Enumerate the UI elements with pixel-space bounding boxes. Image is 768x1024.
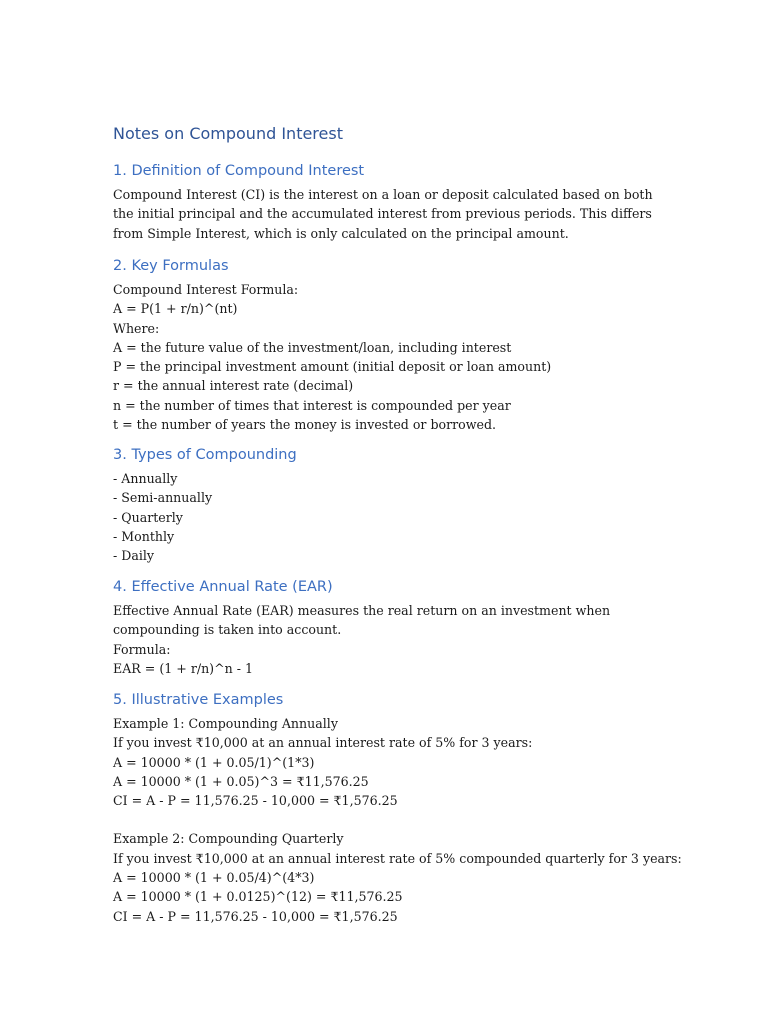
list-item: - Daily <box>113 548 155 564</box>
section-definition <box>113 162 673 243</box>
section-types-of-compounding <box>113 446 673 565</box>
formula-line: r = the annual interest rate (decimal) <box>113 378 354 394</box>
example-line: Example 2: Compounding Quarterly <box>113 831 344 847</box>
formula-line: Where: <box>113 320 160 336</box>
formula-line: EAR = (1 + r/n)^n - 1 <box>113 660 254 676</box>
section-illustrative-examples <box>113 691 682 926</box>
example-line: A = 10000 * (1 + 0.05/1)^(1*3) <box>113 754 315 770</box>
section-heading: 2. Key Formulas <box>113 258 229 274</box>
example-line: Example 1: Compounding Annually <box>113 716 338 731</box>
list-item: - Annually <box>113 471 178 486</box>
section-paragraph: Effective Annual Rate (EAR) measures the real return on an investment when compounding is taken into account. <box>113 603 611 638</box>
document-title: Notes on Compound Interest <box>113 124 343 143</box>
section-paragraph: Compound Interest (CI) is the interest on a loan or deposit calculated based on both the initial principal and the accumulated interest from previous periods. This differs from Simple Interest, which is only calculated on the principal amount. <box>113 187 653 241</box>
formula-line: A = the future value of the investment/loan, including interest <box>113 339 512 355</box>
spacer <box>113 810 673 829</box>
section-heading: 5. Illustrative Examples <box>113 692 284 708</box>
example-line: A = 10000 * (1 + 0.0125)^(12) = ₹11,576.25 <box>113 889 403 905</box>
formula-line: Formula: <box>113 641 171 657</box>
list-item: - Monthly <box>113 528 175 544</box>
section-key-formulas <box>113 257 673 434</box>
formula-line: P = the principal investment amount (initial deposit or loan amount) <box>113 359 552 375</box>
example-line: CI = A - P = 11,576.25 - 10,000 = ₹1,576.25 <box>113 793 398 809</box>
example-line: If you invest ₹10,000 at an annual interest rate of 5% for 3 years: <box>113 735 533 751</box>
example-line: A = 10000 * (1 + 0.05/4)^(4*3) <box>113 870 315 886</box>
formula-line: t = the number of years the money is invested or borrowed. <box>113 417 497 433</box>
example-line: A = 10000 * (1 + 0.05)^3 = ₹11,576.25 <box>113 773 369 789</box>
formula-line: n = the number of times that interest is compounded per year <box>113 397 511 413</box>
section-heading: 1. Definition of Compound Interest <box>113 163 365 179</box>
formula-line: Compound Interest Formula: <box>113 282 299 297</box>
list-item: - Semi-annually <box>113 490 213 506</box>
example-line: If you invest ₹10,000 at an annual interest rate of 5% compounded quarterly for 3 years: <box>113 850 682 866</box>
formula-line: A = P(1 + r/n)^(nt) <box>113 301 238 317</box>
example-line: CI = A - P = 11,576.25 - 10,000 = ₹1,576.25 <box>113 908 398 924</box>
example-1 <box>113 714 673 810</box>
section-heading: 3. Types of Compounding <box>113 447 297 463</box>
example-2 <box>113 829 682 925</box>
section-heading: 4. Effective Annual Rate (EAR) <box>113 579 333 595</box>
section-effective-annual-rate <box>113 578 673 678</box>
list-item: - Quarterly <box>113 509 183 525</box>
